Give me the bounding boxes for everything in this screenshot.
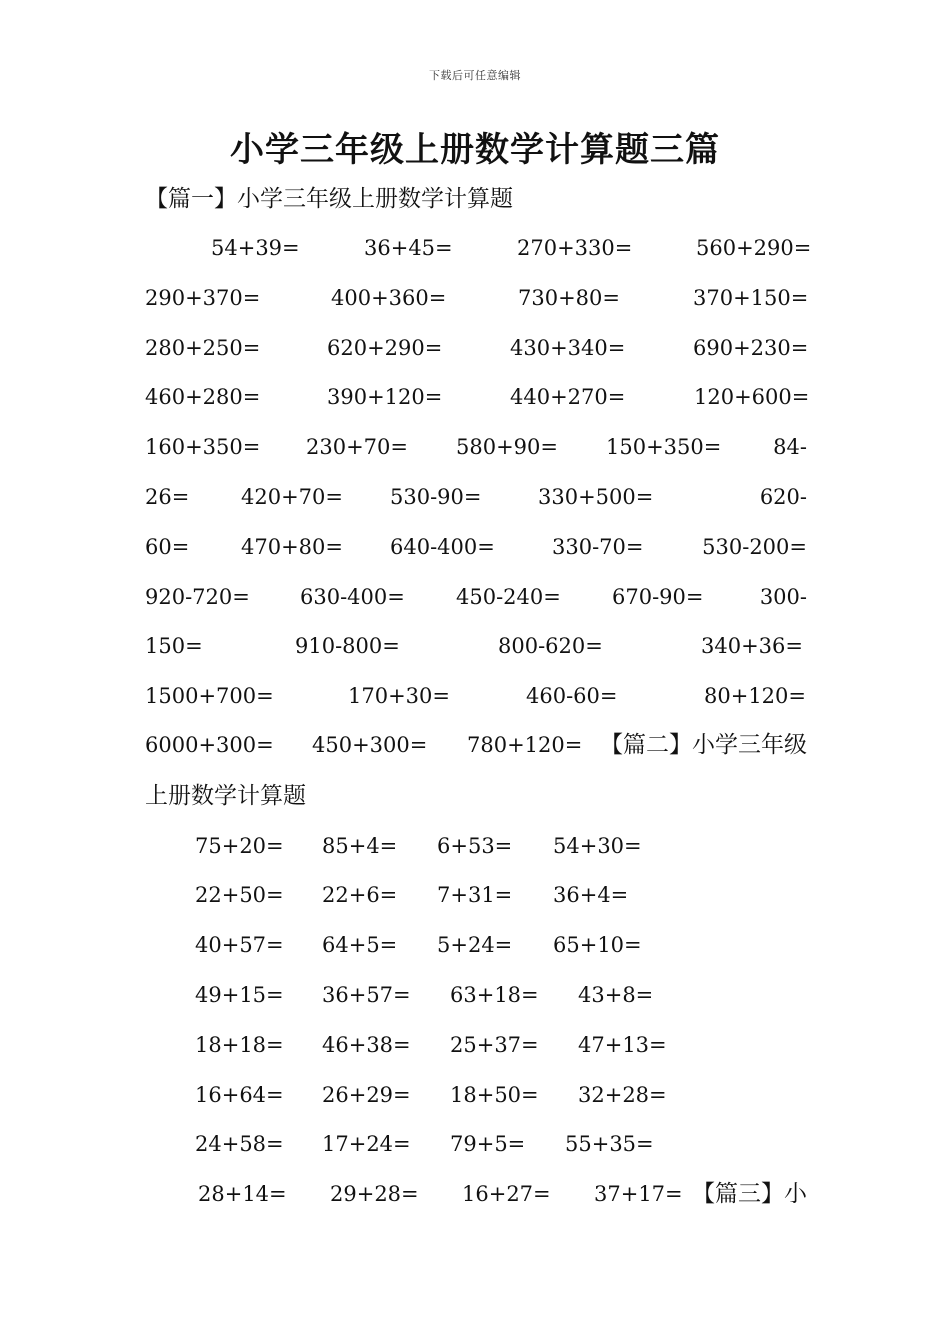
problem: 630-400= bbox=[300, 585, 405, 609]
problem: 64+5= bbox=[322, 933, 398, 957]
problem: 280+250= bbox=[145, 336, 261, 360]
part2-row bbox=[145, 878, 807, 912]
part2-row bbox=[145, 978, 807, 1012]
problem: 620+290= bbox=[327, 336, 443, 360]
part2-row bbox=[145, 1028, 807, 1062]
problem: 270+330= bbox=[517, 236, 633, 260]
problem: 460+280= bbox=[145, 385, 261, 409]
problem: 120+600= bbox=[694, 385, 810, 409]
problem: 530-200= bbox=[702, 535, 807, 559]
problem: 43+8= bbox=[578, 983, 654, 1007]
problem: 440+270= bbox=[510, 385, 626, 409]
problem: 16+27= bbox=[462, 1182, 551, 1206]
problem: 22+50= bbox=[195, 883, 284, 907]
part1-row bbox=[145, 380, 810, 414]
problem: 85+4= bbox=[322, 834, 398, 858]
problem: 620- bbox=[759, 485, 807, 509]
problem: 170+30= bbox=[348, 684, 450, 708]
problem: 37+17= bbox=[594, 1182, 683, 1206]
problem: 300- bbox=[759, 585, 807, 609]
problem: 60= bbox=[145, 535, 190, 559]
part1-row bbox=[145, 480, 807, 514]
page-title: 小学三年级上册数学计算题三篇 bbox=[230, 130, 720, 170]
problem: 36+57= bbox=[322, 983, 411, 1007]
part2-row bbox=[145, 928, 807, 962]
part1-heading: 【篇一】小学三年级上册数学计算题 bbox=[145, 186, 513, 212]
problem: 79+5= bbox=[450, 1132, 526, 1156]
problem: 690+230= bbox=[693, 336, 809, 360]
problem: 49+15= bbox=[195, 983, 284, 1007]
problem: 28+14= bbox=[198, 1182, 287, 1206]
problem: 920-720= bbox=[145, 585, 250, 609]
part1-row bbox=[145, 580, 807, 614]
problem: 390+120= bbox=[327, 385, 443, 409]
problem: 150+350= bbox=[606, 435, 722, 459]
problem: 26+29= bbox=[322, 1083, 411, 1107]
problem: 54+30= bbox=[553, 834, 642, 858]
problem: 160+350= bbox=[145, 435, 261, 459]
problem: 55+35= bbox=[565, 1132, 654, 1156]
problem: 330-70= bbox=[552, 535, 644, 559]
problem: 640-400= bbox=[390, 535, 495, 559]
problem: 63+18= bbox=[450, 983, 539, 1007]
problem: 670-90= bbox=[612, 585, 704, 609]
part1-row bbox=[145, 331, 807, 365]
problem: 370+150= bbox=[693, 286, 809, 310]
part1-row bbox=[145, 629, 807, 663]
problem: 46+38= bbox=[322, 1033, 411, 1057]
problem: 84- bbox=[773, 435, 807, 459]
problem: 780+120= bbox=[467, 733, 583, 757]
part2-row bbox=[145, 1078, 807, 1112]
problem: 26= bbox=[145, 485, 190, 509]
problem: 450-240= bbox=[456, 585, 561, 609]
problem: 47+13= bbox=[578, 1033, 667, 1057]
part1-row bbox=[145, 231, 812, 265]
problem: 580+90= bbox=[456, 435, 558, 459]
part1-row bbox=[145, 728, 807, 762]
problem: 5+24= bbox=[437, 933, 513, 957]
problem: 530-90= bbox=[390, 485, 482, 509]
part2-row bbox=[145, 1177, 807, 1211]
part2-row bbox=[145, 829, 807, 863]
problem: 450+300= bbox=[312, 733, 428, 757]
part1-row bbox=[145, 430, 807, 464]
problem: 910-800= bbox=[295, 634, 400, 658]
problem: 16+64= bbox=[195, 1083, 284, 1107]
problem: 150= bbox=[145, 634, 203, 658]
problem: 29+28= bbox=[330, 1182, 419, 1206]
part1-row bbox=[145, 281, 807, 315]
problem: 54+39= bbox=[211, 236, 300, 260]
problem: 290+370= bbox=[145, 286, 261, 310]
problem: 470+80= bbox=[241, 535, 343, 559]
problem: 330+500= bbox=[538, 485, 654, 509]
problem: 36+4= bbox=[553, 883, 629, 907]
problem: 7+31= bbox=[437, 883, 513, 907]
problem: 36+45= bbox=[364, 236, 453, 260]
problem: 340+36= bbox=[701, 634, 803, 658]
problem: 800-620= bbox=[498, 634, 603, 658]
part3-heading-start: 【篇三】小 bbox=[692, 1181, 807, 1207]
problem: 420+70= bbox=[241, 485, 343, 509]
problem: 6000+300= bbox=[145, 733, 274, 757]
problem: 17+24= bbox=[322, 1132, 411, 1156]
problem: 730+80= bbox=[518, 286, 620, 310]
problem: 430+340= bbox=[510, 336, 626, 360]
problem: 460-60= bbox=[526, 684, 618, 708]
problem: 80+120= bbox=[704, 684, 806, 708]
problem: 6+53= bbox=[437, 834, 513, 858]
problem: 400+360= bbox=[331, 286, 447, 310]
problem: 25+37= bbox=[450, 1033, 539, 1057]
problem: 22+6= bbox=[322, 883, 398, 907]
problem: 24+58= bbox=[195, 1132, 284, 1156]
part2-row bbox=[145, 1127, 807, 1161]
part2-heading-start: 【篇二】小学三年级 bbox=[600, 732, 807, 758]
problem: 560+290= bbox=[696, 236, 812, 260]
problem: 32+28= bbox=[578, 1083, 667, 1107]
problem: 230+70= bbox=[306, 435, 408, 459]
problem: 18+50= bbox=[450, 1083, 539, 1107]
part1-row bbox=[145, 530, 807, 564]
problem: 18+18= bbox=[195, 1033, 284, 1057]
part2-heading-end: 上册数学计算题 bbox=[145, 783, 306, 809]
problem: 1500+700= bbox=[145, 684, 274, 708]
problem: 75+20= bbox=[195, 834, 284, 858]
part1-row bbox=[145, 679, 807, 713]
problem: 65+10= bbox=[553, 933, 642, 957]
header-note: 下载后可任意编辑 bbox=[429, 69, 521, 82]
problem: 40+57= bbox=[195, 933, 284, 957]
